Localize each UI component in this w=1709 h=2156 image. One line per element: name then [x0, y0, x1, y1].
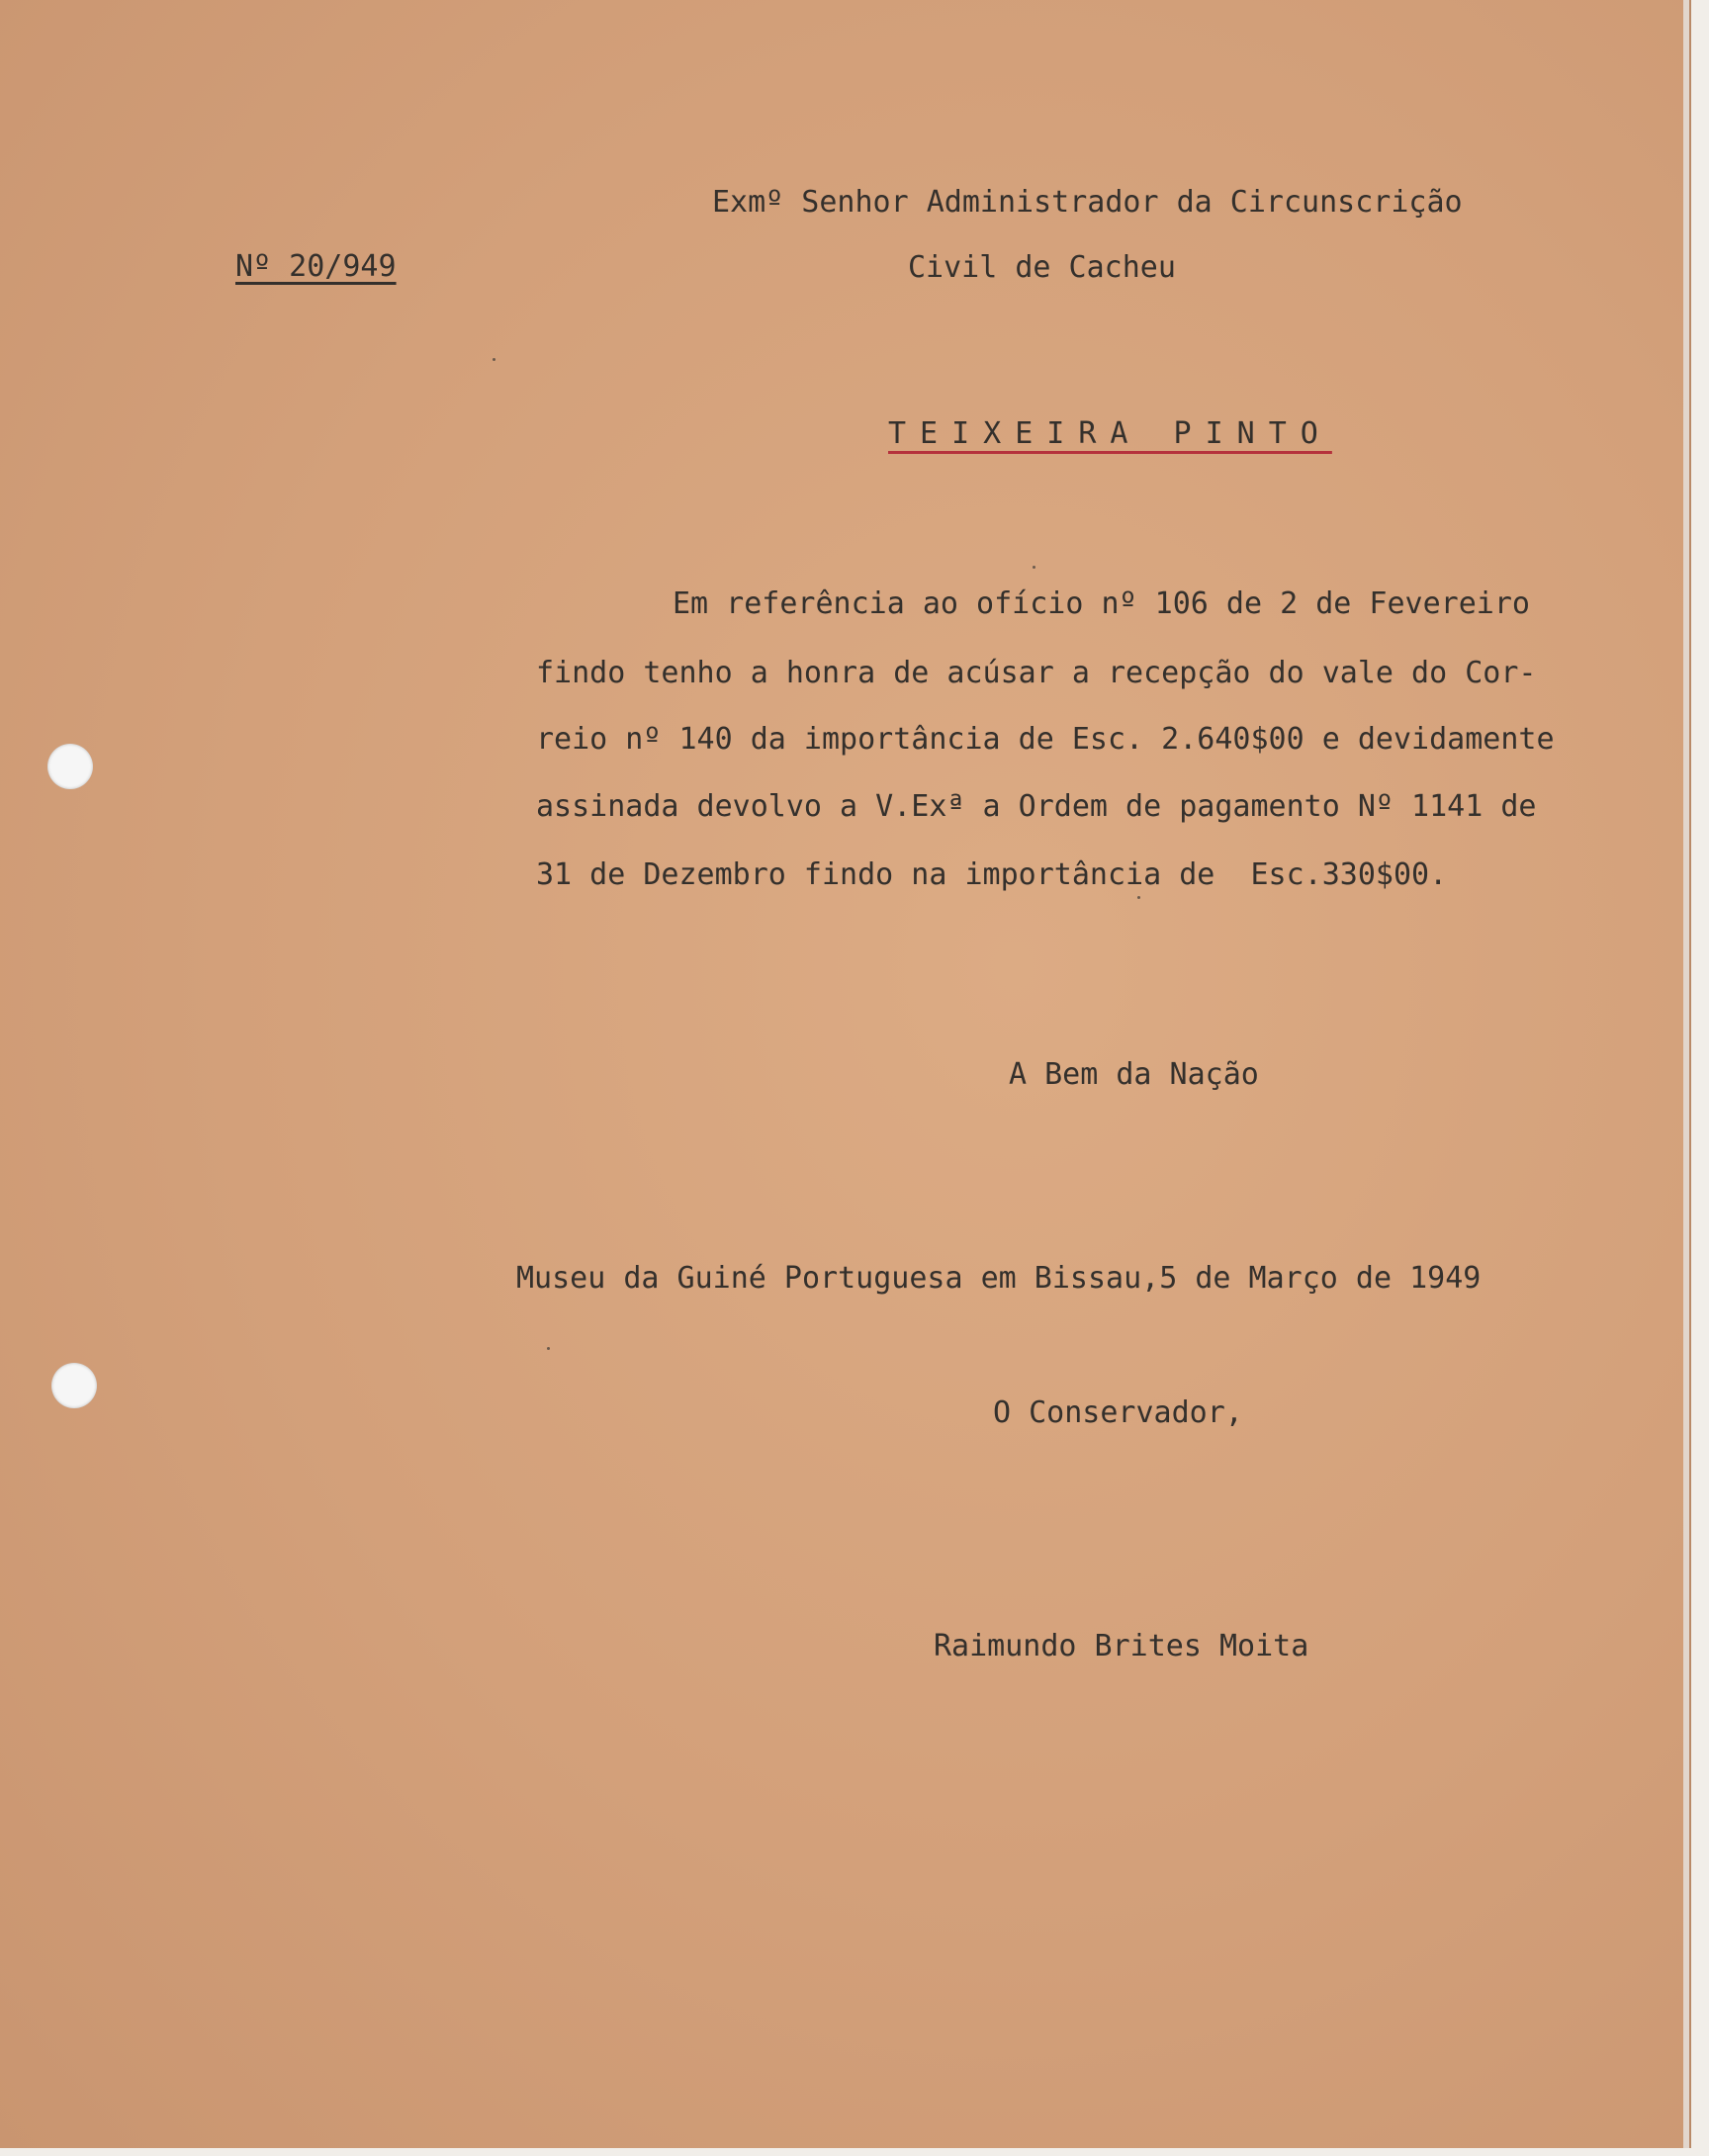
- body-line-5: 31 de Dezembro findo na importância de Esc.330$00.: [536, 857, 1448, 892]
- punch-hole-bottom: [51, 1363, 97, 1408]
- reference-number: Nº 20/949: [235, 249, 397, 284]
- paper-speck: [547, 1347, 550, 1350]
- destination-heading: TEIXEIRA PINTO: [888, 416, 1332, 451]
- signatory-name: Raimundo Brites Moita: [934, 1629, 1309, 1663]
- recipient-line-1: Exmº Senhor Administrador da Circunscrição: [712, 185, 1463, 220]
- punch-hole-top: [47, 744, 93, 789]
- paper-speck: [1137, 896, 1140, 899]
- paper-speck: [493, 358, 495, 361]
- body-line-4: assinada devolvo a V.Exª a Ordem de pagamento Nº 1141 de: [536, 789, 1537, 824]
- paper-speck: [1033, 566, 1035, 569]
- place-and-date: Museu da Guiné Portuguesa em Bissau,5 de Março de 1949: [516, 1261, 1482, 1296]
- signatory-title: O Conservador,: [993, 1395, 1243, 1430]
- recipient-line-2: Civil de Cacheu: [908, 250, 1176, 285]
- body-line-2: findo tenho a honra de acúsar a recepção do vale do Cor-: [536, 656, 1537, 690]
- body-line-1: Em referência ao ofício nº 106 de 2 de Fevereiro: [673, 586, 1530, 621]
- closing-salutation: A Bem da Nação: [1009, 1057, 1259, 1092]
- body-line-3: reio nº 140 da importância de Esc. 2.640$00 e devidamente: [536, 722, 1555, 757]
